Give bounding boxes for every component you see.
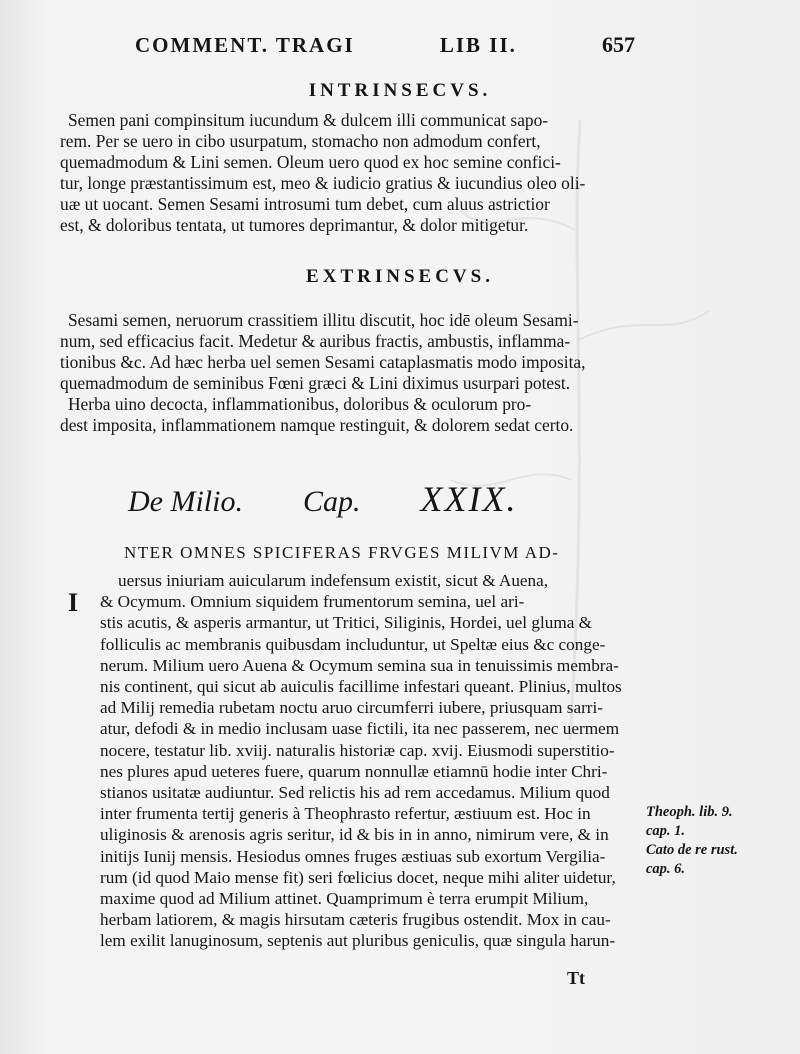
text-line: stis acutis, & asperis armantur, ut Tritici, Siliginis, Hordei, uel gluma &	[100, 613, 592, 633]
margin-note-line: cap. 1.	[646, 823, 686, 839]
text-line: dest imposita, inflammationem namque restinguit, & dolorem sedat certo.	[60, 415, 574, 435]
text-line: tionibus &c. Ad hæc herba uel semen Sesami cataplasmatis modo imposita,	[60, 352, 586, 372]
section-heading-extrinsecus: EXTRINSECVS.	[306, 266, 494, 287]
text-line: Herba uino decocta, inflammationibus, doloribus & oculorum pro-	[68, 394, 532, 414]
marginal-note	[646, 803, 786, 879]
text-line: Semen pani compinsitum iucundum & dulcem illi communicat sapo-	[68, 110, 549, 130]
chapter-heading	[128, 478, 517, 520]
text-line: num, sed efficacius facit. Medetur & auribus fractis, ambustis, inflamma-	[60, 331, 571, 351]
text-line: herbam latiorem, & magis hirsutam cæteris frugibus ostendit. Mox in cau-	[100, 910, 611, 930]
chapter-lead-line: NTER OMNES SPICIFERAS FRVGES MILIVM AD-	[124, 543, 560, 562]
chapter-body	[100, 570, 645, 952]
text-line: uliginosis & arenosis agris seritur, id & bis in in anno, nimirum vere, & in	[100, 825, 609, 845]
text-line: initijs Iunij mensis. Hesiodus omnes fruges æstiuas sub exortum Vergilia-	[100, 846, 606, 866]
text-line: ad Milij remedia rubetam noctu aruo circumferri iubere, priusquam sarri-	[100, 698, 604, 718]
text-line: nis continent, qui sicut ab auiculis facillime infestari queant. Plinius, multos	[100, 677, 622, 697]
running-head-title: COMMENT. TRAGI	[135, 33, 355, 57]
text-line: est, & doloribus tentata, ut tumores deprimantur, & dolor mitigetur.	[60, 215, 529, 235]
text-line: atur, defodi & in medio inclusam uase fictili, ita nec passerem, nec uermem	[100, 719, 620, 739]
drop-cap: I	[68, 588, 79, 617]
margin-note-line: Theoph. lib. 9.	[646, 804, 733, 820]
margin-note-line: cap. 6.	[646, 861, 686, 877]
paragraph-intrinsecus	[60, 110, 640, 236]
text-line: nocere, testatur lib. xviij. naturalis historiæ cap. xvij. Eiusmodi superstitio-	[100, 740, 615, 760]
text-line: quemadmodum de seminibus Fœni græci & Lini diximus usurpari potest.	[60, 373, 571, 393]
text-line: nes plures apud ueteres fuere, quarum nonnullæ etiamnū hodie inter Chri-	[100, 761, 608, 781]
text-line: folliculis ac membranis quibusdam includuntur, ut Speltæ eius &c conge-	[100, 634, 606, 654]
section-heading-intrinsecus: INTRINSECVS.	[308, 80, 492, 101]
chapter-cap-label: Cap.	[302, 485, 361, 518]
text-line: tur, longe præstantissimum est, meo & iudicio gratius & iucundius oleo oli-	[60, 173, 586, 193]
paragraph-extrinsecus	[60, 310, 640, 436]
text-line: inter frumenta tertij generis à Theophrasto refertur, æstiuum est. Hoc in	[100, 804, 591, 824]
page-number: 657	[601, 32, 635, 57]
running-head	[135, 32, 635, 58]
text-line: Sesami semen, neruorum crassitiem illitu discutit, hoc idē oleum Sesami-	[68, 310, 579, 330]
running-head-book: LIB II.	[439, 33, 517, 57]
margin-note-line: Cato de re rust.	[646, 842, 738, 858]
text-line: uersus iniuriam auicularum indefensum existit, sicut & Auena,	[118, 571, 549, 590]
text-line: rum (id quod Maio mense fit) seri fœlicius docet, neque mihi aliter uidetur,	[100, 867, 616, 887]
text-line: & Ocymum. Omnium siquidem frumentorum semina, uel ari-	[100, 592, 525, 612]
text-line: nerum. Milium uero Auena & Ocymum semina sua in tenuissimis membra-	[100, 655, 619, 675]
text-line: lem exilit lanuginosum, septenis aut pluribus geniculis, quæ singula harun-	[100, 931, 616, 951]
text-line: quemadmodum & Lini semen. Oleum uero quod ex hoc semine confici-	[60, 152, 561, 172]
text-line: uæ ut uocant. Semen Sesami introsumi tum debet, cum aluus astrictior	[60, 194, 550, 214]
chapter-number: XXIX.	[420, 479, 518, 519]
text-line: maxime quod ad Milium attinet. Quamprimum è terra erumpit Milium,	[100, 889, 589, 909]
text-line: rem. Per se uero in cibo usurpatum, stomacho non admodum confert,	[60, 131, 541, 151]
chapter-title: De Milio.	[128, 485, 243, 518]
catchword: Tt	[567, 968, 585, 988]
text-line: stianos usitatæ audiuntur. Sed relictis his ad rem accedamus. Milium quod	[100, 783, 610, 803]
